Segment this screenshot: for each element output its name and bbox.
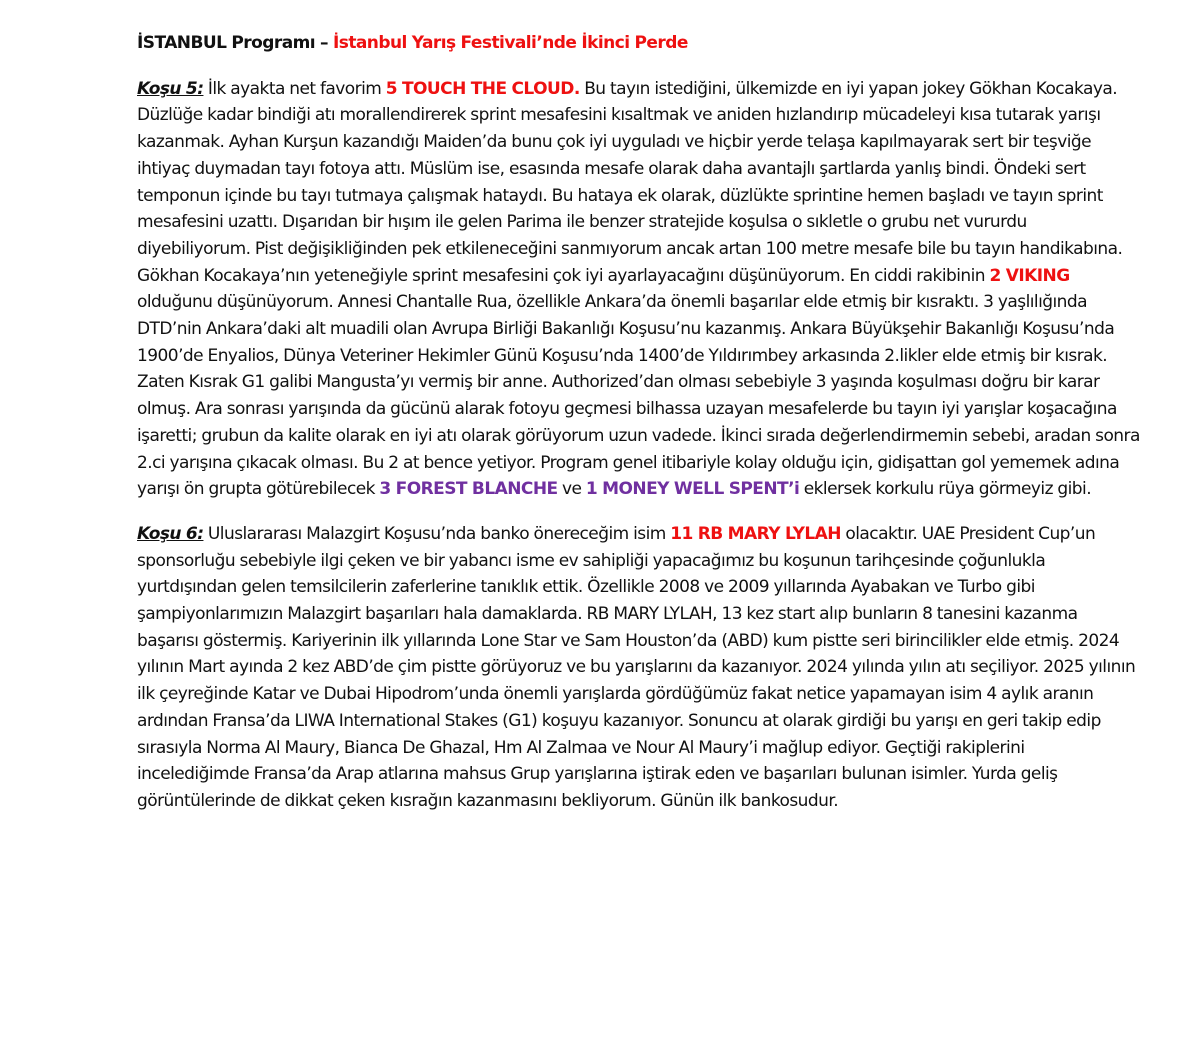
title-prefix: İSTANBUL Programı – [137, 33, 333, 53]
horse-highlight: 1 MONEY WELL SPENT’i [585, 479, 800, 500]
race-text: Uluslararası Malazgirt Koşusu’nda banko önereceğim isim [203, 523, 671, 544]
horse-highlight: 2 VIKING [989, 265, 1070, 286]
horse-highlight: 11 RB MARY LYLAH [670, 523, 841, 544]
race-label: Koşu 6: [137, 523, 204, 544]
race-text: olduğunu düşünüyorum. Annesi Chantalle Rua, özellikle Ankara’da önemli başarılar elde etmiş bir kısraktı. 3 yaşlılığında DTD’nin Ankara’daki alt muadili olan Avrupa Birliği Bakanlığı Koşusu’nu kazanmış. Ankara Büyükşehir Bakanlığı Koşusu’nda 1900’de Enyalios, Dünya Veteriner Hekimler Günü Koşusu’nda 1400’de Yıldırımbey arkasında 2.likler elde etmiş bir kısrak. Zaten Kısrak G1 galibi Mangusta’yı vermiş bir anne. Authorized’dan olması sebebiyle 3 yaşında koşulması doğru bir karar olmuş. Ara sonrası yarışında da gücünü alarak fotoyu geçmesi bilhassa uzayan mesafelerde bu tayın iyi yarışlar koşacağına işaretti; grubun da kalite olarak en iyi atı olarak görüyorum uzun vadede. İkinci sırada değerlendirmemin sebebi, aradan sonra 2.ci yarışına çıkacak olması. Bu 2 at bence yetiyor. Program genel itibariyle kolay olduğu için, gidişattan gol yememek adına yarışı ön grupta götürebilecek [137, 292, 1140, 500]
document-title [137, 30, 1140, 57]
race-text: olacaktır. UAE President Cup’un sponsorluğu sebebiyle ilgi çeken ve bir yabancı isme ev sahipliği yapacağımız bu koşunun tarihçesinde çoğunlukla yurtdışından gelen temsilcilerin zaferlerine tanıklık ettik. Özellikle 2008 ve 2009 yıllarında Ayabakan ve Turbo gibi şampiyonlarımızın Malazgirt başarıları hala damaklarda. RB MARY LYLAH, 13 kez start alıp bunların 8 tanesini kazanma başarısı göstermiş. Kariyerinin ilk yıllarında Lone Star ve Sam Houston’da (ABD) kum pistte seri birincilikler elde etmiş. 2024 yılının Mart ayında 2 kez ABD’de çim pistte görüyoruz ve bu yarışlarını da kazanıyor. 2024 yılında yılın atı seçiliyor. 2025 yılının ilk çeyreğinde Katar ve Dubai Hipodrom’unda önemli yarışlarda gördüğümüz fakat netice yapamayan isim 4 aylık aranın ardından Fransa’da LIWA International Stakes (G1) koşuyu kazanıyor. Sonuncu at olarak girdiği bu yarışı en geri takip edip sırasıyla Norma Al Maury, Bianca De Ghazal, Hm Al Zalmaa ve Nour Al Maury’i mağlup ediyor. Geçtiği rakiplerini incelediğimde Fransa’da Arap atlarına mahsus Grup yarışlarına iştirak eden ve başarıları bulunan isimler. Yurda geliş görüntülerinde de dikkat çeken kısrağın kazanmasını bekliyorum. Günün ilk bankosudur. [137, 523, 1136, 811]
race-paragraph-kosu-5 [137, 76, 1140, 503]
title-highlight: İstanbul Yarış Festivali’nde İkinci Perde [332, 33, 688, 53]
horse-highlight: 3 FOREST BLANCHE [379, 479, 558, 500]
race-text: İlk ayakta net favorim [203, 78, 386, 99]
race-text: ve [557, 479, 586, 500]
race-paragraph-kosu-6 [137, 521, 1140, 815]
race-text: Bu tayın istediğini, ülkemizde en iyi yapan jokey Gökhan Kocakaya. Düzlüğe kadar bindiği atı morallendirerek sprint mesafesini kısaltmak ve aniden hızlandırıp mücadeleyi kısa tutarak yarışı kazanmak. Ayhan Kurşun kazandığı Maiden’da bunu çok iyi uyguladı ve hiçbir yerde telaşa kapılmayarak sert bir teşviğe ihtiyaç duymadan tayı fotoya attı. Müslüm ise, esasında mesafe olarak daha avantajlı şartlarda yanlış bindi. Öndeki sert temponun içinde bu tayı tutmaya çalışmak hataydı. Bu hataya ek olarak, düzlükte sprintine hemen başladı ve tayın sprint mesafesini uzattı. Dışarıdan bir hışım ile gelen Parima ile benzer stratejide koşulsa o sıkletle o grubu net vururdu diyebiliyorum. Pist değişikliğinden pek etkileneceğini sanmıyorum ancak artan 100 metre mesafe bile bu tayın handikabına. Gökhan Kocakaya’nın yeteneğiyle sprint mesafesini çok iyi ayarlayacağını düşünüyorum. En ciddi rakibinin [137, 78, 1123, 286]
race-text: eklersek korkulu rüya görmeyiz gibi. [799, 479, 1092, 500]
horse-highlight: 5 TOUCH THE CLOUD. [385, 78, 580, 99]
race-label: Koşu 5: [137, 78, 204, 99]
